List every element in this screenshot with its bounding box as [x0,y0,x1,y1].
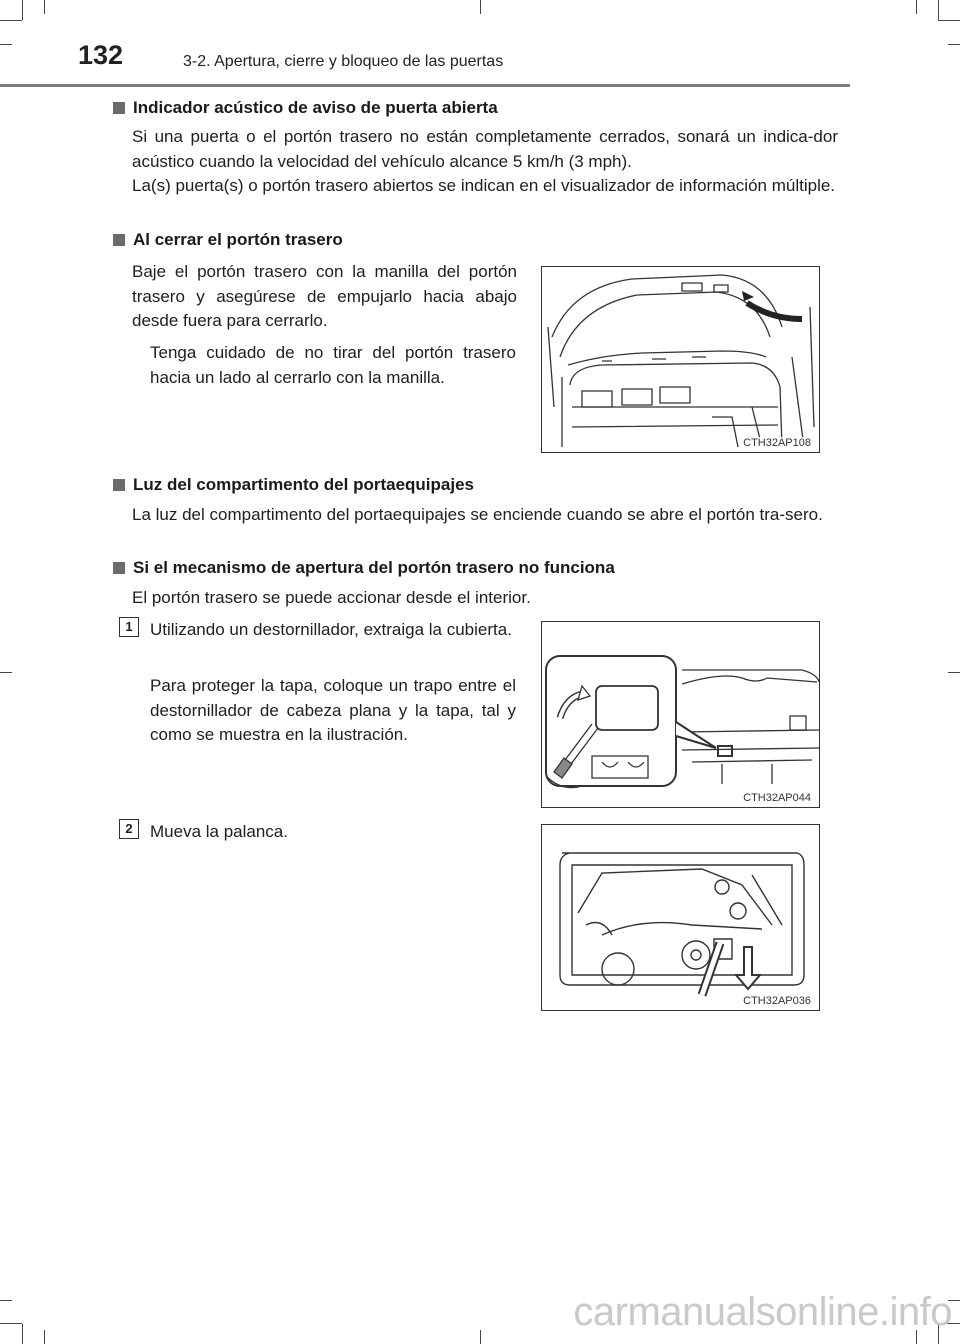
heading-door-alarm [113,98,498,118]
crop-mark [44,0,45,14]
step-1-note: Para proteger la tapa, coloque un trapo entre el destornillador de cabeza plana y la tapa, tal y como se muestra en la ilustración. [150,676,516,744]
crop-mark [0,20,22,21]
heading-text: Al cerrar el portón trasero [133,230,343,249]
step-number-1: 1 [119,617,139,637]
crop-mark [948,44,960,45]
paragraph-note: Tenga cuidado de no tirar del portón trasero hacia un lado al cerrarlo con la manilla. [150,343,516,387]
heading-closing-back-door [113,230,343,250]
header-rule [0,84,850,87]
crop-mark [44,1330,45,1344]
figure-remove-cover [541,621,820,808]
crop-mark [22,0,23,20]
paragraph: Baje el portón trasero con la manilla del portón trasero y asegúrese de empujarlo hacia abajo desde fuera para cerrarlo. [132,262,517,330]
figure-code: CTH32AP044 [743,792,811,804]
back-door-illustration [542,267,819,452]
figure-code: CTH32AP108 [743,437,811,449]
bullet-square-icon [113,479,125,491]
heading-opener-fails [113,558,615,578]
figure-back-door-closing [541,266,820,453]
paragraph: La(s) puerta(s) o portón trasero abiertos se indican en el visualizador de información múltiple. [132,176,836,195]
remove-cover-illustration [542,622,819,807]
crop-mark [0,1300,12,1301]
step-number-2: 2 [119,819,139,839]
bullet-square-icon [113,102,125,114]
bullet-square-icon [113,562,125,574]
crop-mark [948,672,960,673]
section-title: 3-2. Apertura, cierre y bloqueo de las puertas [183,53,504,70]
heading-text: Si el mecanismo de apertura del portón trasero no funciona [133,558,615,577]
move-lever-illustration [542,825,819,1010]
crop-mark [938,20,960,21]
crop-mark [916,0,917,14]
heading-text: Indicador acústico de aviso de puerta abierta [133,98,498,117]
bullet-square-icon [113,234,125,246]
crop-mark [938,0,939,20]
crop-mark [0,44,12,45]
crop-mark [0,1323,22,1324]
paragraph: El portón trasero se puede accionar desde el interior. [132,588,531,607]
step-2-text: Mueva la palanca. [150,822,288,841]
figure-code: CTH32AP036 [743,995,811,1007]
page-number: 132 [78,40,124,70]
heading-luggage-light [113,475,474,495]
crop-mark [480,1330,481,1344]
step-1-text: Utilizando un destornillador, extraiga la cubierta. [150,620,512,639]
heading-text: Luz del compartimento del portaequipajes [133,475,474,494]
crop-mark [22,1324,23,1344]
paragraph: Si una puerta o el portón trasero no están completamente cerrados, sonará un indica-dor acústico cuando la velocidad del vehículo alcance 5 km/h (3 mph). [132,127,838,171]
crop-mark [480,0,481,14]
crop-mark [0,672,12,673]
paragraph: La luz del compartimento del portaequipajes se enciende cuando se abre el portón tra-sero. [132,505,823,524]
figure-move-lever [541,824,820,1011]
watermark-logo: carmanualsonline.info [573,1290,952,1334]
